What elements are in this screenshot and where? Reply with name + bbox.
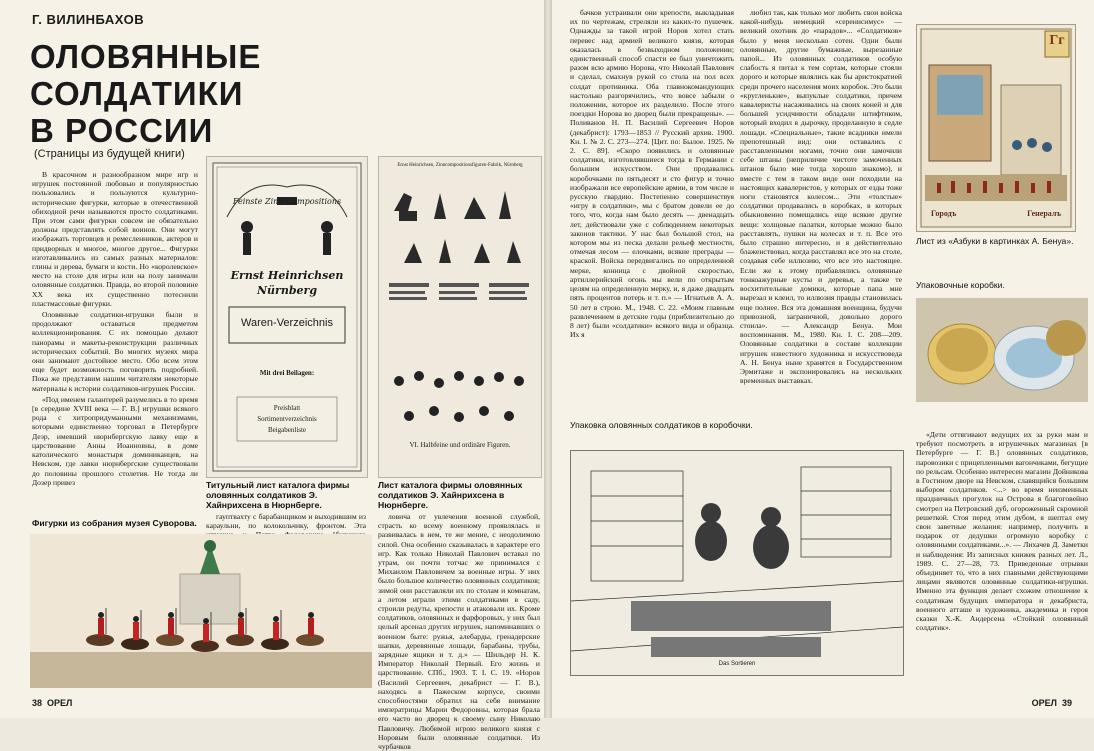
page-number-right [1032,698,1072,708]
engraving-illustration [571,451,903,675]
right-column-3-text: «Дети оттягивают ведущих их за руки мам и требуют посмотреть в игрушечных магазинах [в Петербурге — Г. В.] оловянных солдатиков, паровозики с прицепленными вагончиками, бегущие по рельсам. Особенно интересен магазин Дойникова в Гостином дворе на Невском, славящийся большим выбором солдатиков. <...> во время неизменных праздничных прогулок на Острова я благоговейно смотрел на Петровский дуб, огороженный скромной решеткой. Стоя перед этим дубом, я шептал ему свои заветные желания: например, получить в подарок от дедушки огромную коробку с оловянными солдатиками...». — Лихачев Д. Заметки и наблюдения: Из записных книжек разных лет. Л., 1989. С. 27—28, 73. Приведенные отрывки объединяет то, что в них главными действующими лицами являются оловянные солдатики-игрушки. Именно эта функция делает схожим отношение к солдатикам будущих императора и декабриста, военного атташе и художника, академика и героя сказки Х.-К. Андерсена «Стойкий оловянный солдатик». [916,430,1088,633]
author-name: Г. ВИЛИНБАХОВ [32,12,145,27]
right-column-2 [740,8,902,440]
body-column-3-text: ловича от увлечения военной службой, страсть ко всему военному проявлялась и развивалась в нем, те же мение, с неодолимою силой. Она особенно сказывалась в характере его игр. Как только Николай Павлович вставал по утрам, он почти тотчас же принимался с Михаилом Павловичем за военные игры. У них было большое количество оловянных солдатиков; зимой они расставляли их по столам и комнатам, а летом играли этими солдатиками в саду, строили редуты, крепости и атаковали их. Кроме солдатиков, оловянных и фарфоровых, у них был целый арсенал других игрушек, напоминавших о военном быте: ружья, алебарды, гренадерские шапки, деревянные лошади, барабаны, трубы, зарядные ящики и т. д.» — Шильдер Н. К. Император Николай Первый. Его жизнь и царствование. СПб., 1903. Т. I. С. 19. «Норов (Василий Сергеевич, декабрист — Г. В.), находясь в Пажеском корпусе, своими способностями обратил на себя внимание императрицы Марии Федоровны, которая брала его часто во дворец к своему сыну Николаю Павловичу. Любимой игрою великого князя с Норовым были оловянные солдатики. Из чурбачков [378,512,540,751]
body-column-3 [378,512,540,751]
sorting-workshop-engraving [570,450,904,676]
engraving-label: Das Sortieren [718,661,756,667]
intro-column [32,170,198,512]
catalog1-appendix-2: Sortimentverzeichnis [257,415,317,423]
alphabet-word-left: Городъ [931,209,957,218]
alphabet-illustration [917,25,1075,231]
page-number-left [32,698,72,708]
catalog1-appendix-1: Preisblatt [273,404,301,412]
catalog1-company: Ernst Heinrichsen [230,269,344,282]
title-line-2: В РОССИИ [30,112,214,149]
right-page [552,0,1094,718]
catalog2-header-text: Ernst Heinrichsen, Zinncompositionsfiguren-Fabrik, Nürnberg [397,163,523,168]
caption-catalog-title: Титульный лист каталога фирмы оловянных солдатиков Э. Хайнрихсена в Нюрнберге. [206,480,350,510]
alphabet-word-right: Генералъ [1027,209,1061,218]
suvorov-museum-figures-photo [30,534,372,688]
caption-suvorov-photo: Фигурки из собрания музея Суворова. [32,518,197,528]
caption-engraving: Упаковка оловянных солдатиков в коробочки. [570,420,753,430]
article-subtitle: (Страницы из будущей книги) [34,148,185,160]
article-title [30,38,330,149]
catalog-sheet-image [378,156,542,478]
right-column-2-text: любил так, как только мог любить свои войска какой-нибудь немецкий «серенисимус» — великий охотник до «парадов»... «Солдатиков» было у меня несколько сотен. Одни были оловянные, другие бумажные, вырезанные папой... Из оловянных солдатиков особую слабость я питал к тем сортам, которые стояли дорого и которые являлись как бы аристократией среди прочего населения моих коробок. Это были «кругленькие», выпуклые солдатики, причем кавалеристы насаживались на своих коней и для большей усидчивости обладали штифтиком, который входил в дырочку, проделанную в седле лошади. «Специальные», такие всадники имели препотешный вид: они оставались с расставленными ногами, точно они замочили себе штаны (неприличие чистоте замоченных штанов было мне тогда хорошо знакомо), и вместе с тем в таком виде они походили на настоящих кавалеристов, у которых от езды тоже ноги становятся колесом... Эти «толстые» солдатики продавались в коробках, в которых обыкновенно помещались еще всякие другие вещи: холщовые палатки, которые можно было расставлять, пушки на колесах и т. п. Все это было страшно интересно, и я действительно блаженствовал, когда расставлял все это на столе, создавая себе иллюзию, что все это настоящее. Если же к этому прибавлялись оловянные тонкоажурные кусты и деревья, а также те восхитительные домики, которые папа мне вырезал и клеил, то иллюзия правды становилась еще полнее. Вся эта домашняя военщина, будучи привозной, заграничной, довольно дорого стоила». — Александр Бенуа. Мои воспоминания. М., 1980. Кн. I. С. 208—209. Оловянные солдатики в составе коллекции игрушек известного художника и искусствоведа А. Н. Бенуа ныне хранятся в Государственном Эрмитаже и экспонировались на нескольких временных выставках. [740,8,902,386]
caption-alphabet: Лист из «Азбуки в картинках А. Бенуа». [916,236,1074,246]
intro-paragraph-2: Оловянные солдатики-игрушки были и продолжают оставаться предметом коллекционирования. С их помощью делают панорамы и макеты-реконструкции различных исторических событий. Во многих музеях мира они занимают достойное место. Обо всем этом еще будет возможность поговорить подробней. Пока же представим нашим читателям некоторые материалы к истории солдатиков-игрушек России. [32,310,198,393]
folio-number-right: 39 [1061,698,1072,708]
catalog2-title: VI. Halbfeine und ordinäre Figuren. [409,441,511,449]
caption-boxes: Упаковочные коробки. [916,280,1005,290]
catalog-figures-illustration [379,171,541,471]
right-column-1-text: бачков устраивали они крепости, выкладывая их по чертежам, стреляли из каких-то пушечек. Однажды за такой игрой Норов хотел стать перевес над армией великого князя, которая оказалась в безвыходном положении; единственный способ спасти ее был уничтожить разом всю армию Норова, что Николай Павлович и сделал, смахнув рукой со стола на пол всех солдат противника. Оба главнокомандующих настолько разгорячились, что вовсе забыли о положении, которое их разделило. После этого поездки Норова во дворец были прекращены». — Поливанов Н. П. Василий Сергеевич Норов (декабрист): 1793—1853 // Русский архив. 1900. Кн. I. № 2. С. 273—274. [Цит. по: Былое. 1925. № 2. С. 89]. «Скоро появились и оловянные солдатики, изготовлявшиеся тогда в Германии с большим искусством. Они продавались коробочками по пятьдесят и сто фигур и точно изображали все европейские армии, в том числе и русскую гвардию. Постепенно совершенствуя «игру в солдатики», мы с братом довели ее до того, что, когда нам было десять — двенадцать лет, действовали уже с соблюдением некоторых законов тактики. У нас был большой стол, на котором мы из песка делали рельеф местности, отмечая лесом — елочками, всякие преграды — краской. Войска передвигались по определенной мерке, конница с двойной скоростью, артиллерийский огонь мы вели по открытым целям на определенную мерку, и, я даже двадцать пять процентов потерь и т. п.» — Игнатьев А. А. 50 лет в строю. М., 1948. С. 22. «Моим главным развлечением в детские годы (приблизительно до 8 лет) были «солдатики» всякого вида и образца. Их я [570,8,734,340]
intro-paragraph-3: «Под именем галантерей разумелись в то время [в середине XVIII века — Г. В.] игрушки всякого рода с хитропридуманными механизмами, которыми единственно торговал в Петербурге Деэр, имевший нюрнбергскую лавку еще в царствование Анны Иоанновны, в доме католического монастыря доминиканцев, на Невском, где лавки нюрнбергские существовали до половины прошлого столетия. Не тогда ли Дозер привез [32,394,198,487]
boxes-illustration [916,298,1088,402]
catalog1-appendix-3: Beigabenliste [267,426,307,434]
folio-magazine-left: ОРЕЛ [47,698,73,708]
benois-alphabet-image [916,24,1076,232]
tin-soldiers-illustration [30,534,372,688]
left-page [0,0,544,751]
caption-catalog-sheet: Лист каталога фирмы оловянных солдатиков Э. Хайнрихсена в Нюрнберге. [378,480,523,510]
right-column-3 [916,430,1088,690]
catalog1-appendix-heading: Mit drei Beilagen: [259,369,315,377]
body-column-2-text: гауптвахту с барабанщиком и выходившим из караульни, по колокольчику, фронтом. Эта [206,512,366,531]
alphabet-letter: Гг [1049,33,1065,48]
catalog-title-page-image [206,156,368,478]
catalog1-header-text: Feinste Zinn-Compositions [232,197,342,206]
page-gutter [544,0,552,718]
catalog1-city: Nürnberg [256,284,318,297]
intro-paragraph-1: В красочном и разнообразном мире игр и игрушек постоянной любовью и популярностью пользовались и пользуются культурно-исторические фигурки, которые в отечественной обиходной речи называются просто солдатиками. При этом сами фигурки совсем не обязательно должны представлять собой воинов. Они могут изображать торговцев и ремесленников, актеров и придворных и многое, многое другое... Фигурки изготавливались из самых разных материалов: глины и дерева, бумаги и кости. Но «королевское» место на столе для игры или на полу занимали оловянные солдатики. Правда, во второй половине XX века их существенно потеснили пластмассовые фигурки. [32,170,198,308]
catalog1-title: Waren-Verzeichnis [241,317,333,329]
title-line-1: ОЛОВЯННЫЕ СОЛДАТИКИ [30,38,262,112]
folio-number-left: 38 [32,698,43,708]
packaging-boxes-photo [916,298,1088,402]
right-column-1 [570,8,734,408]
folio-magazine-right: ОРЕЛ [1031,698,1057,708]
